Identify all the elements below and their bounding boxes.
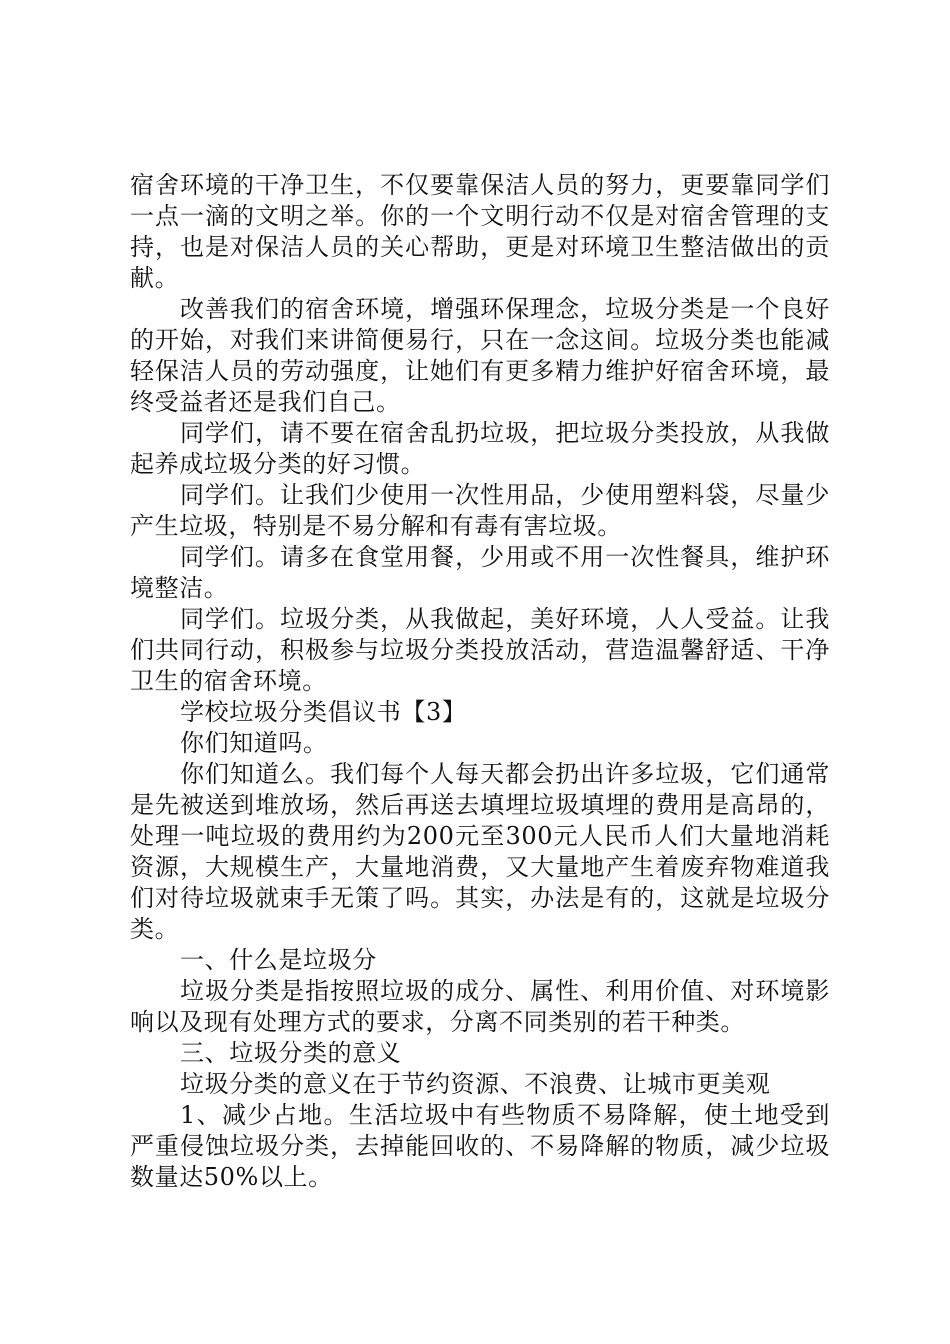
paragraph-garbage-cost: 你们知道么。我们每个人每天都会扔出许多垃圾，它们通常是先被送到堆放场，然后再送去填埋垃圾填埋的费用是高昂的，处理一吨垃圾的费用约为200元至300元人民币人们大量地消耗资源，大规模生产，大量地消费，又大量地产生着废弃物难道我们对待垃圾就束手无策了吗。其实，办法是有的，这就是垃圾分类。: [130, 760, 830, 943]
paragraph-sorting-definition: 垃圾分类是指按照垃圾的成分、属性、利用价值、对环境影响以及现有处理方式的要求，分离不同类别的若干种类。: [130, 977, 830, 1036]
paragraph-no-littering: 同学们，请不要在宿舍乱扔垃圾，把垃圾分类投放，从我做起养成垃圾分类的好习惯。: [130, 419, 830, 478]
paragraph-improve-environment: 改善我们的宿舍环境，增强环保理念，垃圾分类是一个良好的开始，对我们来讲简便易行，只在一念这间。垃圾分类也能减轻保洁人员的劳动强度，让她们有更多精力维护好宿舍环境，最终受益者还是我们自己。: [130, 295, 830, 416]
paragraph-dorm-cleanliness: 宿舍环境的干净卫生，不仅要靠保洁人员的努力，更要靠同学们一点一滴的文明之举。你的一个文明行动不仅是对宿舍管理的支持，也是对保洁人员的关心帮助，更是对环境卫生整洁做出的贡献。: [130, 171, 830, 292]
body-text: [130, 170, 830, 1193]
section-title-proposal-3: 学校垃圾分类倡议书【3】: [180, 698, 467, 726]
paragraph-do-you-know: 你们知道吗。: [180, 729, 328, 757]
heading-what-is-sorting: 一、什么是垃圾分: [180, 946, 377, 974]
paragraph-significance: 垃圾分类的意义在于节约资源、不浪费、让城市更美观: [180, 1070, 771, 1098]
heading-significance: 三、垃圾分类的意义: [180, 1039, 402, 1067]
paragraph-act-together: 同学们。垃圾分类，从我做起，美好环境，人人受益。让我们共同行动，积极参与垃圾分类投放活动，营造温馨舒适、干净卫生的宿舍环境。: [130, 605, 830, 695]
paragraph-reduce-disposables: 同学们。让我们少使用一次性用品，少使用塑料袋，尽量少产生垃圾，特别是不易分解和有毒有害垃圾。: [130, 481, 830, 540]
paragraph-canteen: 同学们。请多在食堂用餐，少用或不用一次性餐具，维护环境整洁。: [130, 543, 830, 602]
paragraph-reduce-land-use: 1、减少占地。生活垃圾中有些物质不易降解，使土地受到严重侵蚀垃圾分类，去掉能回收的、不易降解的物质，减少垃圾数量达50%以上。: [130, 1101, 830, 1191]
